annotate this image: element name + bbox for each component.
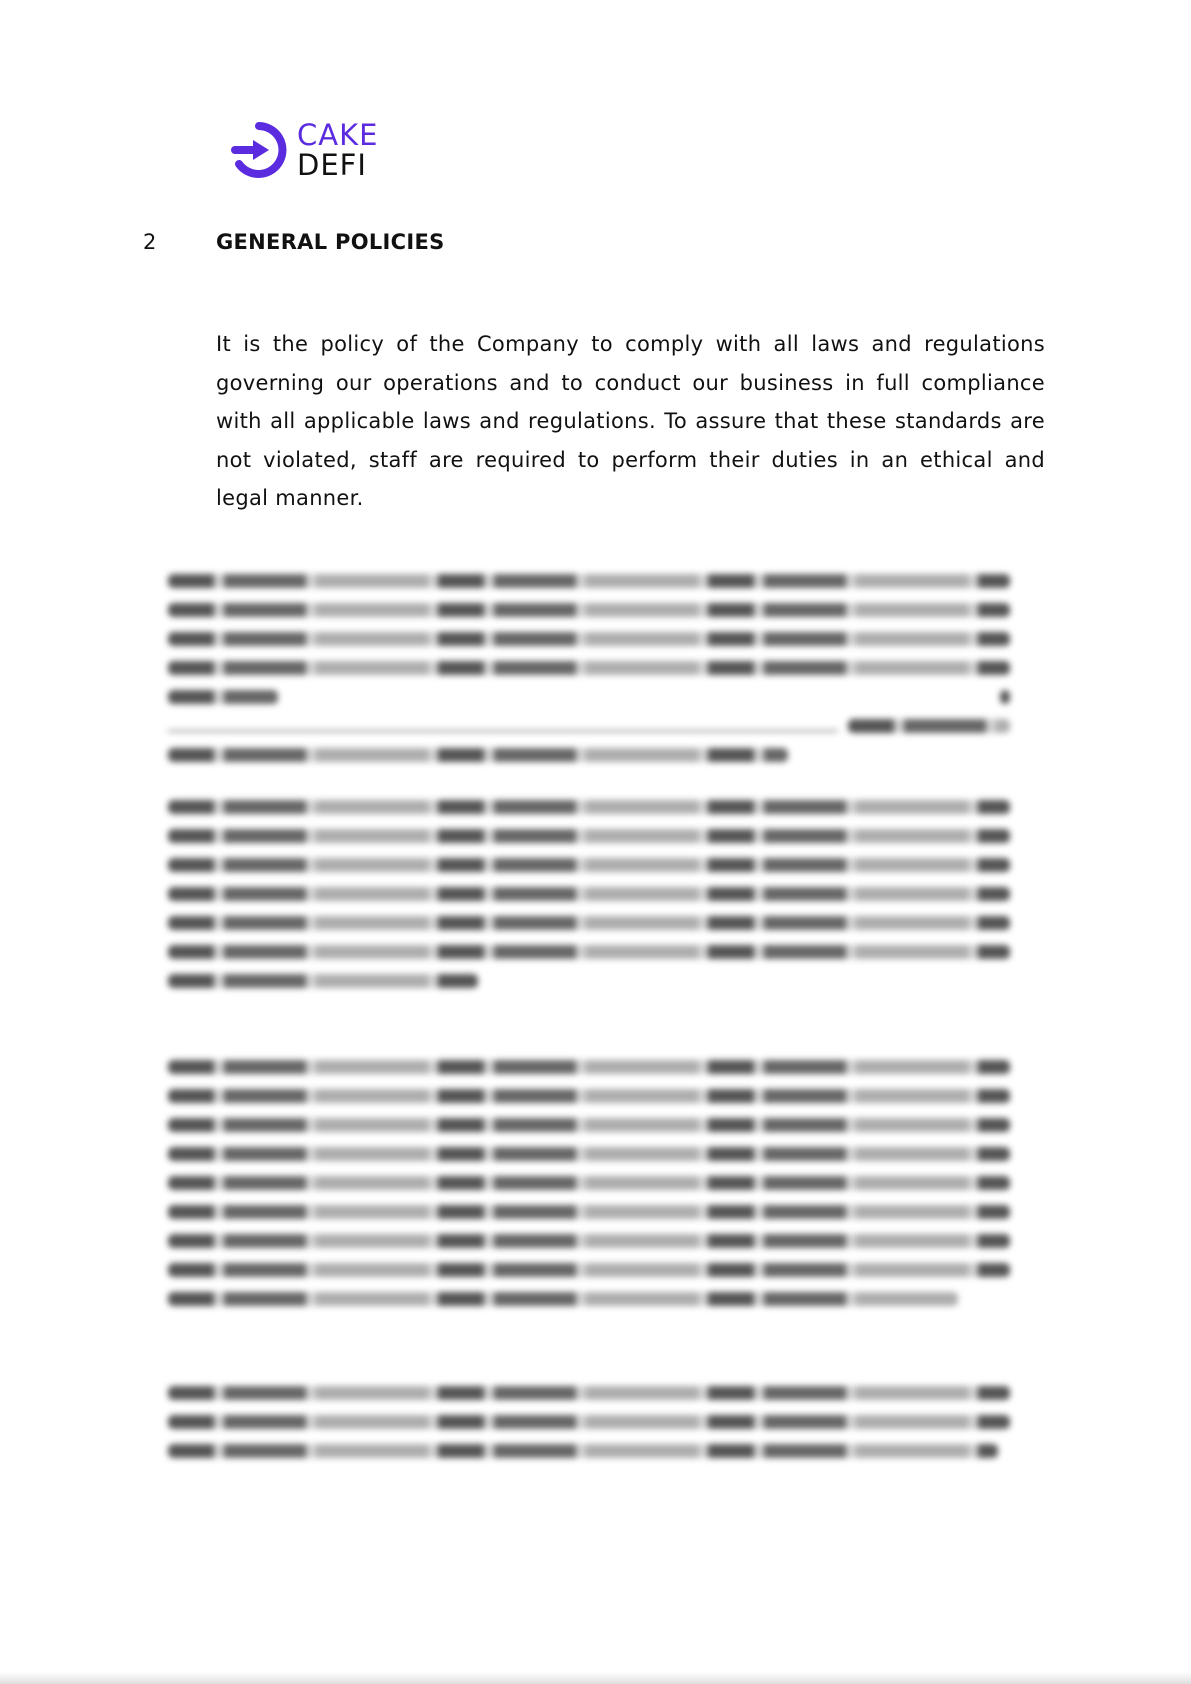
blurred-content	[160, 560, 1020, 1480]
cake-defi-logo-icon	[231, 122, 287, 178]
page-bottom-edge	[0, 1672, 1191, 1684]
section-title: GENERAL POLICIES	[216, 230, 445, 254]
logo-word-cake: CAKE	[297, 118, 379, 152]
blurred-paragraph	[160, 560, 1020, 770]
section-number: 2	[143, 230, 157, 254]
logo-word-defi: DEFI	[297, 148, 367, 182]
blurred-paragraph	[160, 1386, 1020, 1486]
intro-paragraph: It is the policy of the Company to comply with all laws and regulations governing our operations and to conduct our business in full compliance with all applicable laws and regulations. To assure that these standards are not violated, staff are required to perform their duties in an ethical and legal manner.	[216, 332, 1045, 510]
logo-wordmark	[297, 120, 378, 180]
blurred-paragraph	[160, 1060, 1020, 1330]
company-logo	[231, 120, 391, 180]
blurred-paragraph	[160, 800, 1020, 1020]
